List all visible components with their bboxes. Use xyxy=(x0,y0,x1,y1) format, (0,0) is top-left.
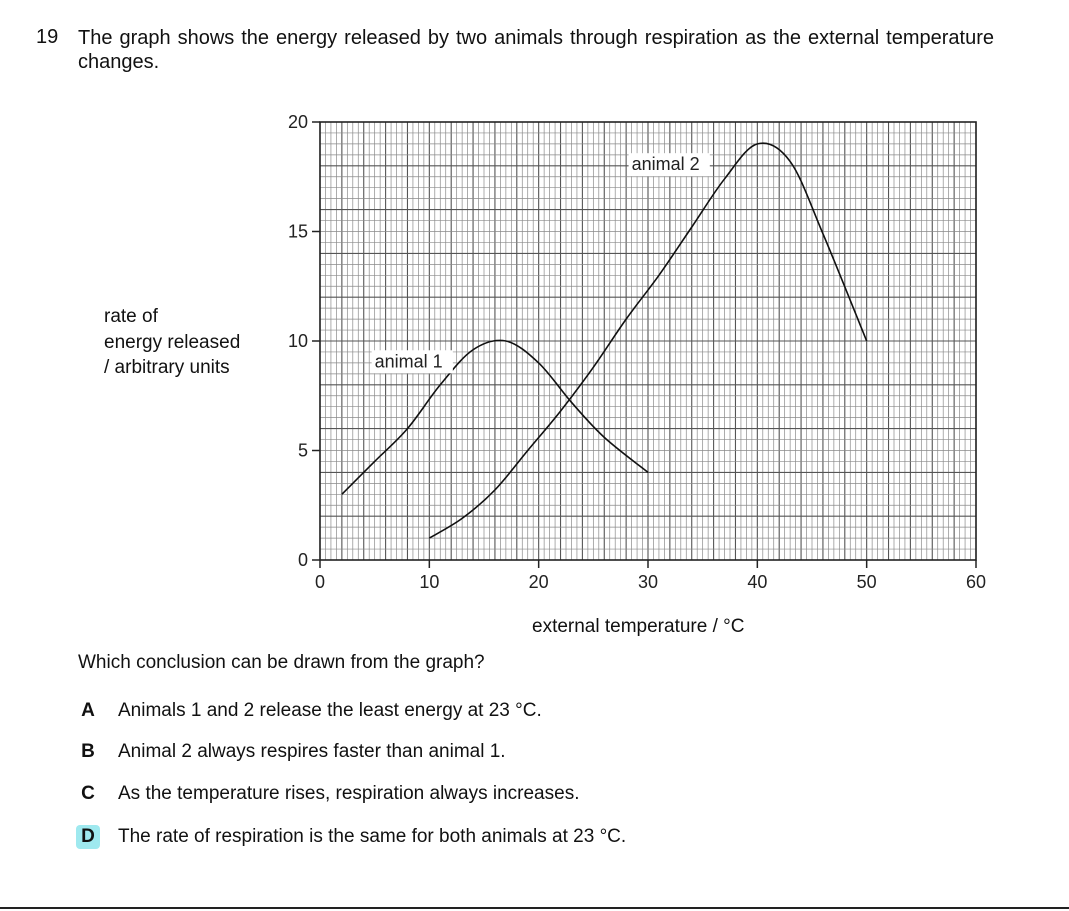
y-axis-label-line-3: / arbitrary units xyxy=(104,357,230,378)
option-letter-selected: D xyxy=(76,825,100,849)
x-tick-label: 20 xyxy=(528,572,549,592)
y-axis-label-line-2: energy released xyxy=(104,331,241,353)
x-tick-label: 40 xyxy=(747,572,768,592)
y-tick-label: 5 xyxy=(297,440,308,461)
question-number: 19 xyxy=(36,26,59,48)
option-text: Animal 2 always respires faster than animal 1. xyxy=(118,741,506,762)
x-tick-label: 50 xyxy=(856,572,877,592)
y-tick-label: 15 xyxy=(287,221,308,242)
y-tick-label: 20 xyxy=(287,112,308,132)
series-label-animal-1: animal 1 xyxy=(374,351,443,372)
y-axis-label-line-1: rate of xyxy=(104,306,158,327)
series-label-animal-2: animal 2 xyxy=(631,154,700,175)
option-text: The rate of respiration is the same for both animals at 23 °C. xyxy=(118,826,627,847)
option-text: Animals 1 and 2 release the least energy at 23 °C. xyxy=(118,700,542,721)
option-letter: C xyxy=(81,783,95,804)
x-tick-label: 10 xyxy=(419,572,440,592)
grid xyxy=(320,122,976,560)
option-letter: B xyxy=(81,741,95,762)
question-stem: The graph shows the energy released by two animals through respiration as the external temperature changes. xyxy=(78,27,994,73)
option-letter: A xyxy=(81,700,95,721)
x-tick-label: 60 xyxy=(965,572,987,592)
bottom-rule xyxy=(0,907,1069,909)
x-tick-label: 30 xyxy=(637,572,659,592)
option-text: As the temperature rises, respiration always increases. xyxy=(118,783,580,804)
x-tick-label: 0 xyxy=(314,572,326,592)
y-tick-label: 10 xyxy=(287,331,308,351)
x-axis-label: external temperature / °C xyxy=(532,616,745,637)
question-prompt: Which conclusion can be drawn from the graph? xyxy=(78,652,485,673)
y-tick-label: 0 xyxy=(297,550,308,570)
